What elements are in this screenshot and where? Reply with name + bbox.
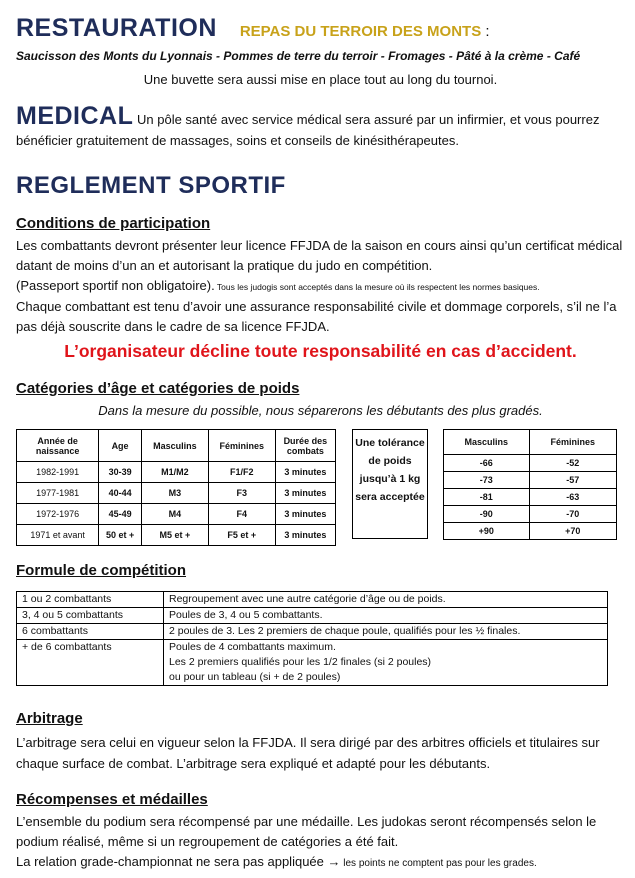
table-row: 1 ou 2 combattants Regroupement avec une autre catégorie d’âge ou de poids.: [17, 592, 608, 608]
table-row: -73 -57: [444, 472, 617, 489]
arbitrage-heading: Arbitrage: [16, 710, 83, 727]
table-row: 1977-1981 40-44 M3 F3 3 minutes: [17, 483, 336, 504]
restauration-subtitle: REPAS DU TERROIR DES MONTS: [239, 23, 482, 40]
table-row: 1972-1976 45-49 M4 F4 3 minutes: [17, 504, 336, 525]
age-table: Année de naissance Age Masculins Féminines Durée des combats 1982-1991 30-39 M1/M2 F1/F2 3 minutes 1977-1981 40-44 M3 F3 3 minutes 1972-1976 45-49 M4 F4 3 minutes 1971 et avant 50 et + M5 et + F5 et + 3 minutes: [16, 429, 336, 546]
conditions-paragraph: Les combattants devront présenter leur licence FFJDA de la saison en cours ainsi qu’un certificat médical datant de moins d’un an et autorisant la pratique du judo en compétition. (Passeport sportif non obligatoire). Tous les judogis sont acceptés dans la mesure où ils respectent les normes basiques. Chaque combattant est tenu d’avoir une assurance responsabilité civile et dommage corporels, s’il ne l’a pas déjà souscrite dans le cadre de sa licence FFJDA.: [16, 238, 623, 334]
categories-intro: Dans la mesure du possible, nous séparerons les débutants des plus gradés.: [98, 403, 543, 418]
table-row: + de 6 combattants Poules de 4 combattants maximum. Les 2 premiers qualifiés pour les 1/2 finales (si 2 poules) ou pour un tableau (si + de 2 poules): [17, 640, 608, 686]
medical-block: [16, 102, 625, 151]
table-row: 3, 4 ou 5 combattants Poules de 3, 4 ou 5 combattants.: [17, 608, 608, 624]
table-row: 6 combattants 2 poules de 3. Les 2 premiers de chaque poule, qualifiés pour les ½ finales.: [17, 624, 608, 640]
medical-title: MEDICAL: [16, 102, 134, 130]
conditions-heading: Conditions de participation: [16, 215, 211, 232]
restauration-title: RESTAURATION: [16, 14, 217, 42]
table-row: +90 +70: [444, 523, 617, 540]
responsibility-warning: L’organisateur décline toute responsabilité en cas d’accident.: [64, 341, 577, 361]
table-row: -81 -63: [444, 489, 617, 506]
table-row: 1982-1991 30-39 M1/M2 F1/F2 3 minutes: [17, 462, 336, 483]
table-row: 1971 et avant 50 et + M5 et + F5 et + 3 minutes: [17, 525, 336, 546]
table-row: -90 -70: [444, 506, 617, 523]
recompenses-heading: Récompenses et médailles: [16, 791, 208, 808]
buvette-text: Une buvette sera aussi mise en place tout au long du tournoi.: [143, 72, 498, 87]
weight-table: Masculins Féminines -66 -52 -73 -57 -81 -63 -90 -70 +90 +70: [443, 429, 617, 540]
categories-heading: Catégories d’âge et catégories de poids: [16, 380, 300, 397]
formule-table: [16, 591, 608, 686]
recompenses-text: L’ensemble du podium sera récompensé par une médaille. Les judokas seront récompensés selon le podium réalisé, même si un regroupement de catégories a été fait. La relation grade-championnat ne sera pas appliquée → les points ne comptent pas pour les grades.: [16, 814, 597, 869]
medical-text: Un pôle santé avec service médical sera assuré par un infirmier, et vous pourrez bénéficier gratuitement de massages, soins et conseils de kinésithérapeutes.: [16, 112, 600, 148]
arbitrage-text: L’arbitrage sera celui en vigueur selon la FFJDA. Il sera dirigé par des arbitres officiels et titulaires sur chaque surface de combat. L’arbitrage sera expliqué et adapté pour les débutants.: [16, 735, 600, 771]
table-row: -66 -52: [444, 455, 617, 472]
restauration-heading: RESTAURATION REPAS DU TERROIR DES MONTS :: [16, 14, 490, 42]
restauration-items: Saucisson des Monts du Lyonnais - Pommes de terre du terroir - Fromages - Pâté à la crème - Café: [16, 49, 581, 63]
formule-heading: Formule de compétition: [16, 562, 187, 579]
reglement-title: REGLEMENT SPORTIF: [16, 172, 286, 199]
tolerance-box: Une tolérance de poids jusqu’à 1 kg sera acceptée: [352, 429, 428, 539]
